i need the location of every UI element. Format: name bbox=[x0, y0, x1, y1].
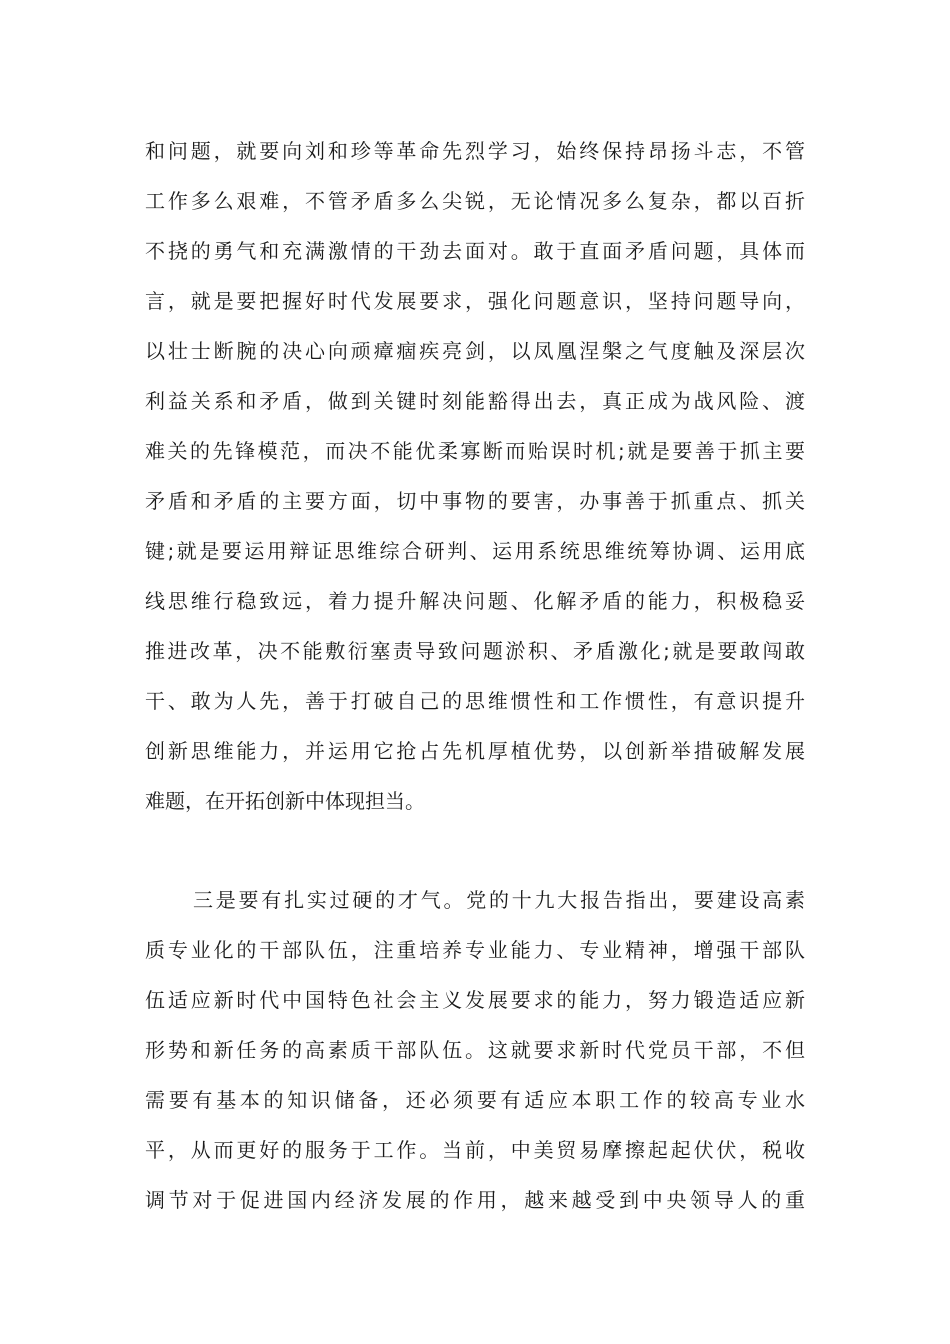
text-line: 以壮士断腕的决心向顽瘴痼疾亮剑，以凤凰涅槃之气度触及深层次 bbox=[145, 339, 805, 363]
text-line: 质专业化的干部队伍，注重培养专业能力、专业精神，增强干部队 bbox=[145, 938, 805, 962]
text-line: 伍适应新时代中国特色社会主义发展要求的能力，努力锻造适应新 bbox=[145, 988, 805, 1012]
text-line: 难关的先锋模范，而决不能优柔寡断而贻误时机;就是要善于抓主要 bbox=[145, 439, 805, 463]
text-line: 调节对于促进国内经济发展的作用，越来越受到中央领导人的重 bbox=[145, 1188, 805, 1212]
text-line: 需要有基本的知识储备，还必须要有适应本职工作的较高专业水 bbox=[145, 1088, 805, 1112]
text-line: 工作多么艰难，不管矛盾多么尖锐，无论情况多么复杂，都以百折 bbox=[145, 189, 805, 213]
text-line: 难题，在开拓创新中体现担当。 bbox=[145, 789, 425, 813]
text-line: 言，就是要把握好时代发展要求，强化问题意识，坚持问题导向， bbox=[145, 289, 805, 313]
text-line: 键;就是要运用辩证思维综合研判、运用系统思维统筹协调、运用底 bbox=[145, 539, 805, 563]
text-line: 三是要有扎实过硬的才气。党的十九大报告指出，要建设高素 bbox=[193, 888, 805, 912]
text-line: 和问题，就要向刘和珍等革命先烈学习，始终保持昂扬斗志，不管 bbox=[145, 139, 805, 163]
text-line: 线思维行稳致远，着力提升解决问题、化解矛盾的能力，积极稳妥 bbox=[145, 589, 805, 613]
text-line: 矛盾和矛盾的主要方面，切中事物的要害，办事善于抓重点、抓关 bbox=[145, 489, 805, 513]
text-line: 利益关系和矛盾，做到关键时刻能豁得出去，真正成为战风险、渡 bbox=[145, 389, 805, 413]
text-line: 平，从而更好的服务于工作。当前，中美贸易摩擦起起伏伏，税收 bbox=[145, 1138, 805, 1162]
text-line: 推进改革，决不能敷衍塞责导致问题淤积、矛盾激化;就是要敢闯敢 bbox=[145, 639, 805, 663]
text-line: 不挠的勇气和充满激情的干劲去面对。敢于直面矛盾问题，具体而 bbox=[145, 239, 805, 263]
text-line: 形势和新任务的高素质干部队伍。这就要求新时代党员干部，不但 bbox=[145, 1038, 805, 1062]
text-line: 干、敢为人先，善于打破自己的思维惯性和工作惯性，有意识提升 bbox=[145, 689, 805, 713]
text-line: 创新思维能力，并运用它抢占先机厚植优势，以创新举措破解发展 bbox=[145, 739, 805, 763]
